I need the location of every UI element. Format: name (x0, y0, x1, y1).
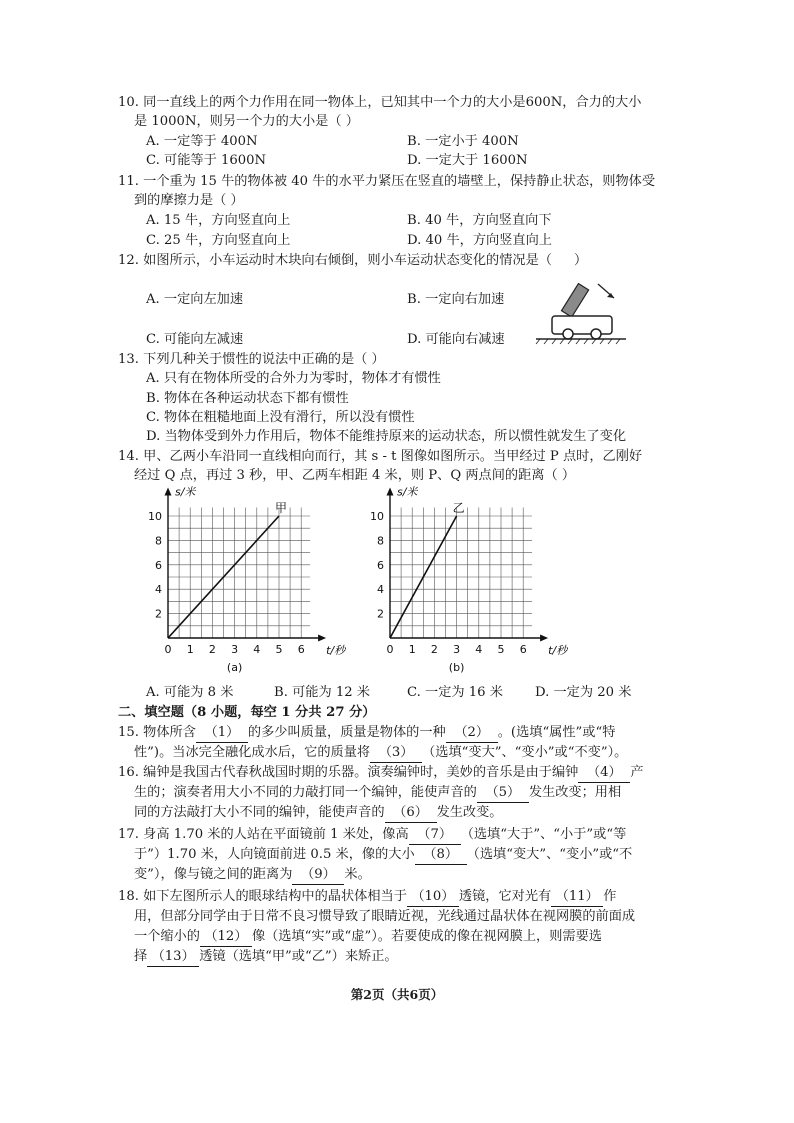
q12-option-a: A. 一定向左加速 (146, 292, 244, 307)
blank-8: （8） (415, 846, 467, 865)
q12-option-b: B. 一定向右加速 (407, 292, 505, 307)
q10-stem-line1: 10. 同一直线上的两个力作用在同一物体上，已知其中一个力的大小是600N，合力的大小 (118, 95, 642, 110)
q11-option-d: D. 40 牛，方向竖直向上 (407, 233, 552, 248)
q16-text-f: 发生改变。 (436, 805, 503, 820)
q15-line2 (134, 744, 627, 763)
x-tick-label: 2 (208, 643, 216, 656)
series-name-label: 甲 (275, 501, 288, 515)
q15-line1 (118, 724, 615, 743)
blank-6: （6） (385, 804, 437, 823)
q16-text-e: 同的方法敲打大小不同的编钟，能使声音的 (134, 805, 385, 820)
q17-text-e: 变”），像与镜之间的距离为 (134, 867, 293, 882)
y-axis-label: s/米 (175, 485, 196, 499)
q11-option-a: A. 15 牛，方向竖直向上 (146, 213, 291, 228)
q12-option-d: D. 可能向右减速 (407, 332, 505, 347)
y-tick-label: 10 (148, 510, 162, 523)
y-tick-label: 10 (370, 510, 384, 523)
q14-option-a: A. 可能为 8 米 (146, 685, 234, 700)
q11-option-b: B. 40 牛，方向竖直向下 (407, 213, 552, 228)
q13-option-d: D. 当物体受到外力作用后，物体不能维持原来的运动状态，所以惯性就发生了变化 (146, 429, 627, 444)
q13-stem: 13. 下列几种关于惯性的说法中正确的是（ ） (118, 352, 385, 367)
x-tick-label: 3 (453, 643, 461, 656)
blank-5: （5） (477, 784, 529, 803)
q14-stem-line2: 经过 Q 点，再过 3 秒，甲、乙两车相距 4 米，则 P、Q 两点间的距离（ ） (134, 468, 576, 483)
q12-option-c: C. 可能向左减速 (146, 332, 244, 347)
x-tick-label: 1 (186, 643, 194, 656)
q16-line2 (134, 784, 621, 803)
q13-option-c: C. 物体在粗糙地面上没有滑行，所以没有惯性 (146, 410, 415, 425)
series-name-label: 乙 (452, 501, 465, 515)
y-tick-label: 4 (155, 583, 162, 597)
chart-caption: (a) (226, 661, 243, 674)
st-graph-a (140, 485, 346, 678)
x-tick-label: 6 (519, 643, 527, 656)
page-footer: 第2页（共6页） (350, 987, 444, 1002)
q10-option-b: B. 一定小于 400N (407, 134, 519, 149)
q15-text-d: 性”)。当冰完全融化成水后，它的质量将 (134, 745, 371, 760)
q17-text-d: （选填“变大”、“变小”或“不 (466, 847, 633, 862)
q14-option-d: D. 一定为 20 米 (535, 685, 632, 700)
x-tick-label: 4 (475, 643, 483, 656)
q18-line1 (118, 888, 616, 907)
blank-10: （10） (407, 888, 459, 907)
x-tick-label: 5 (275, 643, 283, 656)
q18-text-a: 18. 如下左图所示人的眼球结构中的晶状体相当于 (118, 889, 407, 904)
q13-option-b: B. 物体在各种运动状态下都有惯性 (146, 391, 349, 406)
q17-text-a: 17. 身高 1.70 米的人站在平面镜前 1 米处，像高 (118, 827, 409, 842)
q18-text-b: 透镜，它对光有 (458, 889, 552, 904)
q10-option-c: C. 可能等于 1600N (146, 153, 267, 168)
q18-text-g: 透镜（选填“甲”或“乙”）来矫正。 (199, 949, 398, 964)
st-graph-b (362, 485, 572, 678)
section-2-title: 二、填空题（8 小题，每空 1 分共 27 分） (118, 705, 376, 720)
q16-line3 (134, 804, 503, 823)
x-tick-label: 1 (408, 643, 416, 656)
blank-9: （9） (292, 866, 344, 885)
blank-2: （2） (446, 724, 498, 743)
blank-1: （1） (196, 724, 248, 743)
q15-text-a: 15. 物体所含 (118, 725, 196, 740)
y-tick-label: 2 (155, 607, 162, 621)
blank-11: （11） (551, 888, 603, 907)
q17-text-f: 米。 (344, 867, 371, 882)
x-tick-label: 2 (430, 643, 438, 656)
x-axis-arrow (540, 635, 548, 642)
x-tick-label: 3 (231, 643, 239, 656)
q16-text-d: 发生改变；用相 (528, 785, 622, 800)
y-axis-arrow (165, 487, 172, 495)
q17-line1 (118, 826, 626, 845)
x-tick-label: 0 (164, 643, 172, 656)
q16-line1 (118, 764, 644, 783)
blank-13: （13） (147, 948, 199, 967)
q18-text-d: 一个缩小的 (134, 929, 200, 944)
q18-line3 (134, 928, 602, 947)
q12-stem (118, 252, 587, 270)
x-tick-label: 4 (253, 643, 261, 656)
x-axis-label: t/秒 (326, 644, 346, 657)
q12-stem-close: ） (573, 253, 588, 268)
q10-stem-line2: 是 1000N，则另一个力的大小是（ ） (134, 114, 359, 129)
q15-text-b: 的多少叫质量，质量是物体的一种 (247, 725, 446, 740)
q12-stem-text: 12. 如图所示，小车运动时木块向右倾倒，则小车运动状态变化的情况是（ (118, 253, 552, 268)
q14-option-b: B. 可能为 12 米 (274, 685, 370, 700)
q18-text-f: 择 (134, 949, 148, 964)
q15-text-c: 。(选填“属性”或“特 (497, 725, 616, 740)
q17-text-c: 于”）1.70 米，人向镜面前进 0.5 米，像的大小 (134, 847, 415, 862)
q18-text-e: 像（选填“实”或“虚”）。若要使成的像在视网膜上，则需要选 (251, 929, 602, 944)
cart-block-figure (530, 276, 630, 346)
q13-option-a: A. 只有在物体所受的合外力为零时，物体才有惯性 (146, 371, 441, 386)
q11-option-c: C. 25 牛，方向竖直向上 (146, 233, 291, 248)
q14-option-c: C. 一定为 16 米 (407, 685, 503, 700)
x-axis-label: t/秒 (548, 644, 568, 657)
q17-line3 (134, 866, 371, 885)
q17-text-b: （选填“大于”、“小于”或“等 (460, 827, 627, 842)
y-tick-label: 4 (377, 583, 384, 597)
q16-text-c: 生的；演奏者用大小不同的力敲打同一个编钟，能使声音的 (134, 785, 477, 800)
y-axis-arrow (387, 487, 394, 495)
y-tick-label: 6 (155, 558, 162, 572)
y-tick-label: 8 (377, 534, 384, 548)
q11-stem-line2: 到的摩擦力是（ ） (134, 193, 244, 208)
x-tick-label: 5 (497, 643, 505, 656)
q16-text-a: 16. 编钟是我国古代春秋战国时期的乐器。演奏编钟时，美妙的音乐是由于编钟 (118, 765, 579, 780)
y-axis-label: s/米 (397, 485, 418, 499)
y-tick-label: 8 (155, 534, 162, 548)
q14-stem-line1: 14. 甲、乙两小车沿同一直线相向而行，其 s - t 图像如图所示。当甲经过 P 点时，乙刚好 (118, 449, 643, 464)
y-tick-label: 6 (377, 558, 384, 572)
q11-stem-line1: 11. 一个重为 15 牛的物体被 40 牛的水平力紧压在竖直的墙壁上，保持静止状态，则物体受 (118, 174, 656, 189)
q10-option-d: D. 一定大于 1600N (407, 153, 528, 168)
x-tick-label: 0 (386, 643, 394, 656)
blank-7: （7） (409, 826, 461, 845)
x-axis-arrow (318, 635, 326, 642)
q18-line2: 用，但部分同学由于日常不良习惯导致了眼睛近视，光线通过晶状体在视网膜的前面成 (134, 909, 636, 924)
blank-3: （3） (370, 744, 422, 763)
q16-text-b: 产 (630, 765, 644, 780)
x-tick-label: 6 (297, 643, 305, 656)
blank-12: （12） (200, 928, 252, 947)
q10-option-a: A. 一定等于 400N (146, 134, 258, 149)
q17-line2 (134, 846, 632, 865)
q18-line4 (134, 948, 398, 967)
q18-text-c: 作 (603, 889, 617, 904)
q15-text-e: （选填“变大”、“变小”或“不变”）。 (422, 745, 628, 760)
blank-4: （4） (578, 764, 630, 783)
y-tick-label: 2 (377, 607, 384, 621)
chart-caption: (b) (448, 661, 465, 674)
